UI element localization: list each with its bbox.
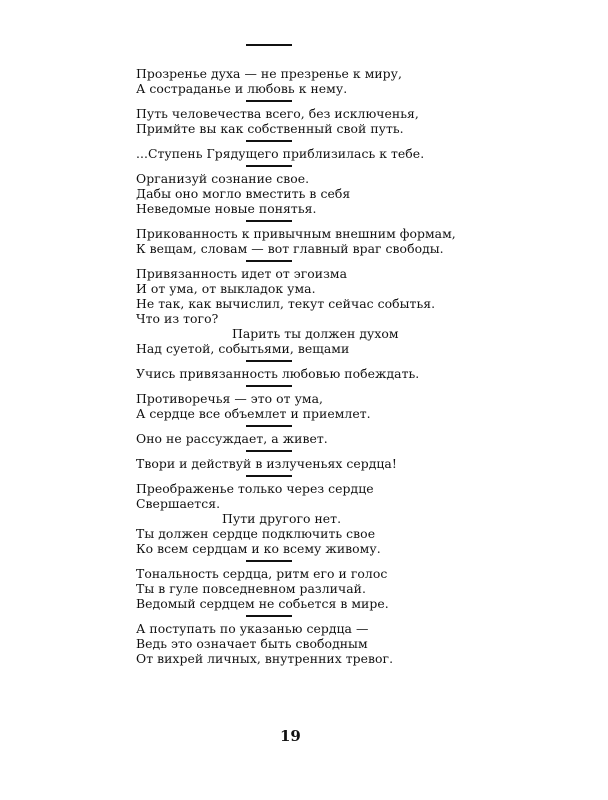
- separator-rule: [246, 165, 292, 167]
- line: Дабы оно могло вместить в себя: [136, 186, 351, 201]
- line: Привязанность идет от эгоизма: [136, 266, 348, 281]
- line: От вихрей личных, внутренних тревог.: [136, 651, 394, 666]
- top-rule: [246, 44, 292, 46]
- line: ...Ступень Грядущего приблизилась к тебе.: [136, 146, 425, 161]
- line: Прикованность к привычным внешним формам,: [136, 226, 456, 241]
- stanza-9: [136, 431, 436, 446]
- line: Ко всем сердцам и ко всему живому.: [136, 541, 381, 556]
- line: А поступать по указанью сердца —: [136, 621, 369, 636]
- stanza-13: [136, 621, 436, 666]
- separator-rule: [246, 615, 292, 617]
- line-indented: Пути другого нет.: [222, 511, 342, 526]
- line: Свершается.: [136, 496, 221, 511]
- separator-rule: [246, 260, 292, 262]
- stanza-10: [136, 456, 436, 471]
- poem-body: [136, 44, 456, 666]
- line: Неведомые новые понятья.: [136, 201, 317, 216]
- line: Что из того?: [136, 311, 219, 326]
- line: И от ума, от выкладок ума.: [136, 281, 316, 296]
- stanza-7: [136, 366, 436, 381]
- line: Организуй сознание свое.: [136, 171, 310, 186]
- line: Тональность сердца, ритм его и голос: [136, 566, 388, 581]
- line: Ведомый сердцем не собьется в мире.: [136, 596, 389, 611]
- stanza-4: [136, 171, 436, 216]
- separator-rule: [246, 140, 292, 142]
- line: Преображенье только через сердце: [136, 481, 374, 496]
- separator-rule: [246, 560, 292, 562]
- line: А сердце все объемлет и приемлет.: [136, 406, 371, 421]
- line: Не так, как вычислил, текут сейчас событья.: [136, 296, 436, 311]
- separator-rule: [246, 425, 292, 427]
- stanza-12: [136, 566, 436, 611]
- line: К вещам, словам — вот главный враг свободы.: [136, 241, 444, 256]
- stanza-2: [136, 106, 436, 136]
- line: Прозренье духа — не презренье к миру,: [136, 66, 402, 81]
- stanza-5: [136, 226, 456, 256]
- separator-rule: [246, 475, 292, 477]
- line: А состраданье и любовь к нему.: [136, 81, 348, 96]
- line: Над суетой, событьями, вещами: [136, 341, 350, 356]
- separator-rule: [246, 360, 292, 362]
- line: Твори и действуй в излученьях сердца!: [136, 456, 397, 471]
- separator-rule: [246, 450, 292, 452]
- line: Учись привязанность любовью побеждать.: [136, 366, 420, 381]
- line: Ты в гуле повседневном различай.: [136, 581, 366, 596]
- stanza-1: [136, 66, 436, 96]
- stanza-11: [136, 481, 436, 556]
- stanza-8: [136, 391, 436, 421]
- separator-rule: [246, 100, 292, 102]
- line-indented: Парить ты должен духом: [232, 326, 399, 341]
- separator-rule: [246, 385, 292, 387]
- line: Ведь это означает быть свободным: [136, 636, 368, 651]
- line: Примйте вы как собственный свой путь.: [136, 121, 404, 136]
- page-number: 19: [280, 727, 301, 745]
- stanza-6: [136, 266, 436, 356]
- line: Противоречья — это от ума,: [136, 391, 324, 406]
- stanza-3: [136, 146, 436, 161]
- line: Путь человечества всего, без исключенья,: [136, 106, 419, 121]
- line: Ты должен сердце подключить свое: [136, 526, 376, 541]
- line: Оно не рассуждает, а живет.: [136, 431, 328, 446]
- separator-rule: [246, 220, 292, 222]
